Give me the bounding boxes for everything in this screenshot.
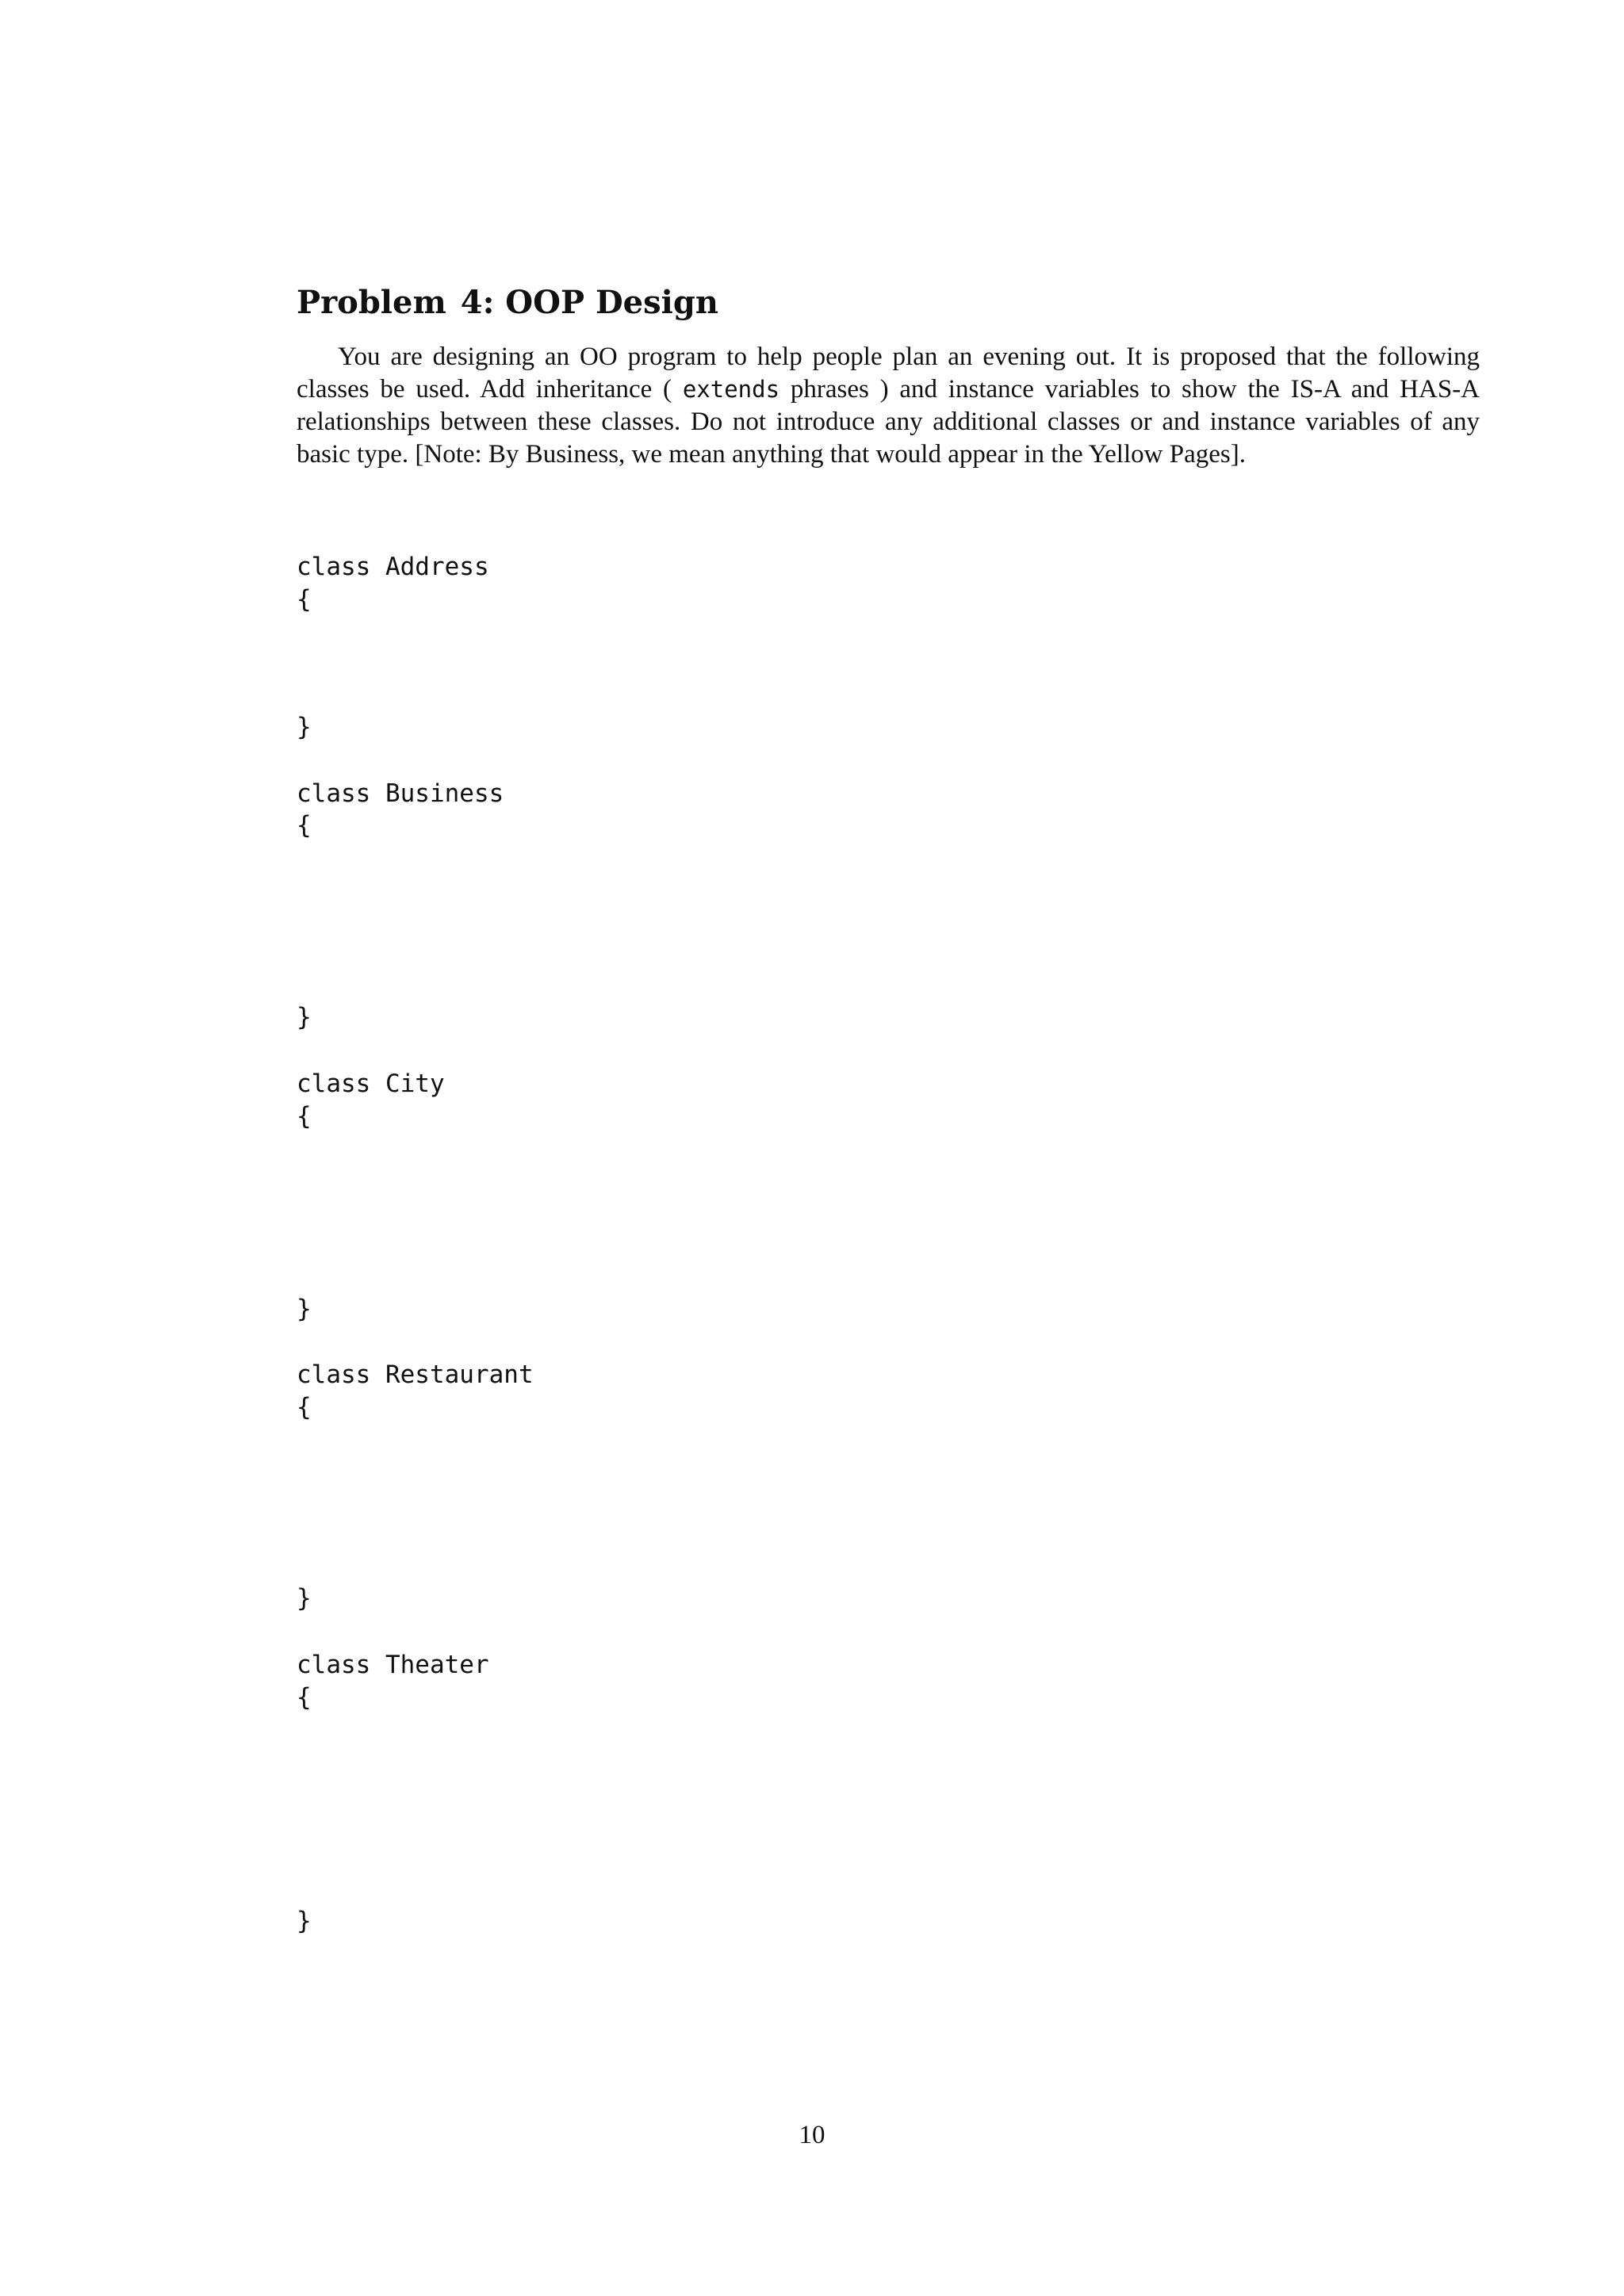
class-theater-open-brace: { [297, 1683, 312, 1712]
prompt-text-part2: phrases ) and instance variables to show the IS-A and HAS-A relationships between these classes. Do not introduce any additional classes or and instance variables of any basic type. [Note: By Business, we mean anything that would appear in the Yellow Pages]. [297, 375, 1480, 469]
class-address-close-brace: } [297, 713, 312, 741]
class-city-close-brace: } [297, 1295, 312, 1323]
class-city-header: class City [297, 1070, 445, 1098]
problem-number-title: 4: OOP Design [460, 284, 718, 321]
class-business-open-brace: { [297, 811, 312, 840]
prompt-text-part1: You are designing an OO program to help people plan an evening out. It is proposed that the following classes be used. Add inheritance ( [297, 342, 1480, 404]
extends-keyword: extends [682, 376, 780, 403]
class-business-header: class Business [297, 779, 504, 808]
class-address-open-brace: { [297, 585, 312, 614]
class-business-close-brace: } [297, 1003, 312, 1031]
class-restaurant-open-brace: { [297, 1393, 312, 1422]
class-restaurant-header: class Restaurant [297, 1360, 534, 1389]
class-address-header: class Address [297, 553, 489, 581]
problem-prompt [297, 341, 1480, 471]
class-theater-header: class Theater [297, 1651, 489, 1679]
page-number: 10 [799, 2121, 825, 2149]
class-theater-close-brace: } [297, 1907, 312, 1935]
class-restaurant-close-brace: } [297, 1584, 312, 1613]
problem-label: Problem [297, 284, 446, 321]
problem-title [297, 284, 718, 322]
class-city-open-brace: { [297, 1102, 312, 1131]
